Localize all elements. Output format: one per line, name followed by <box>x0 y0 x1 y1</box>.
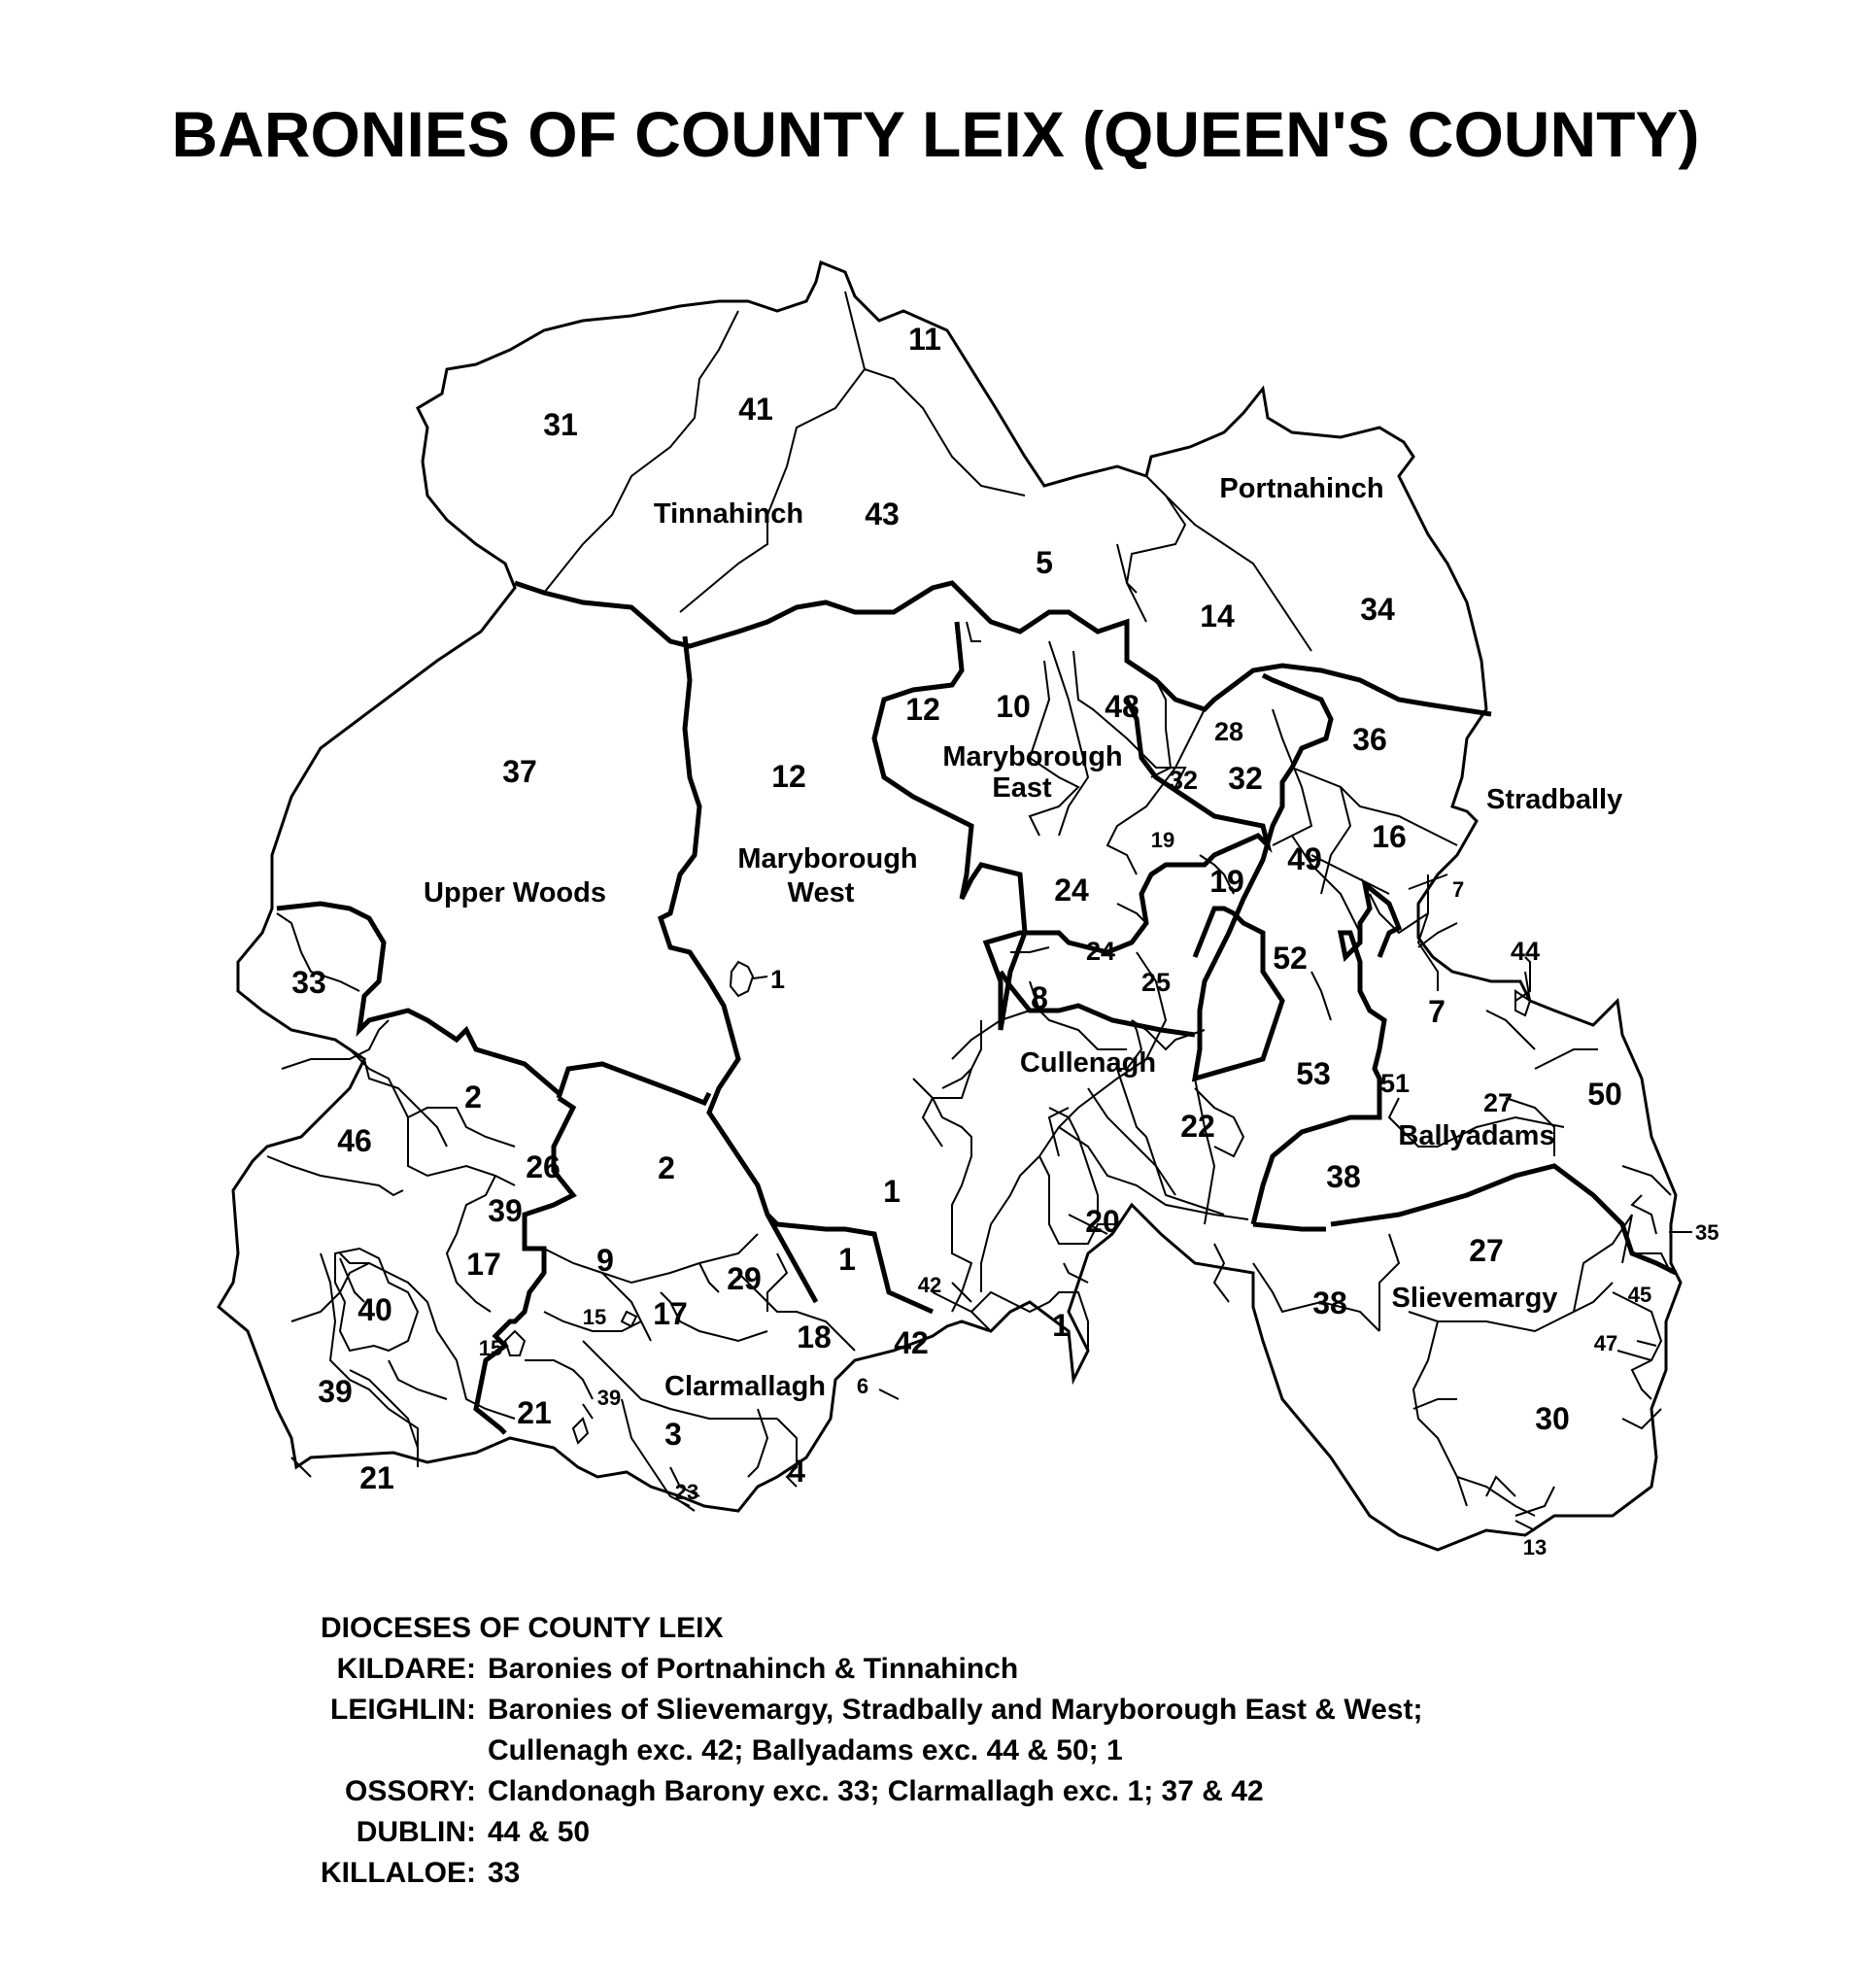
legend-diocese: LEIGHLIN: <box>330 1694 476 1726</box>
parish-number: 51 <box>1379 1069 1411 1098</box>
legend-row-leighlin <box>291 1690 1554 1731</box>
parish-number: 33 <box>291 965 326 1000</box>
parish-number: 32 <box>1168 766 1199 795</box>
barony-name-maryborough-west-1: Maryborough <box>737 843 918 874</box>
parish-number: 27 <box>1482 1088 1514 1117</box>
parish-numbers <box>291 322 1718 1560</box>
parish-number: 31 <box>543 407 578 442</box>
parish-number: 27 <box>1469 1233 1504 1268</box>
parish-number: 1 <box>770 965 786 994</box>
parish-number: 42 <box>894 1325 929 1360</box>
parish-number: 7 <box>1452 877 1465 902</box>
parish-number: 15 <box>582 1305 607 1329</box>
parish-number: 22 <box>1180 1109 1215 1144</box>
parish-number: 24 <box>1085 937 1116 966</box>
barony-name-tinnahinch: Tinnahinch <box>653 498 804 530</box>
parish-number: 13 <box>1522 1535 1548 1560</box>
barony-name-ballyadams: Ballyadams <box>1398 1120 1555 1151</box>
legend-diocese: DUBLIN: <box>356 1816 476 1848</box>
legend-row-kildare <box>291 1649 1554 1690</box>
diocese-legend <box>291 1608 1554 1894</box>
parish-number: 46 <box>337 1123 372 1158</box>
legend-row-killaloe <box>291 1853 1554 1894</box>
parish-number: 18 <box>797 1320 832 1354</box>
map-title: BARONIES OF COUNTY LEIX (QUEEN'S COUNTY) <box>171 98 1700 170</box>
parish-number: 9 <box>596 1243 614 1278</box>
parish-number: 29 <box>727 1261 762 1296</box>
parish-number: 2 <box>464 1080 482 1114</box>
parish-number: 1 <box>838 1242 856 1277</box>
parish-number: 44 <box>1510 937 1541 966</box>
parish-number: 23 <box>674 1480 699 1504</box>
parish-number: 32 <box>1228 761 1263 796</box>
parish-number: 28 <box>1213 717 1244 746</box>
legend-diocese: KILLALOE: <box>321 1857 476 1889</box>
legend-row-dublin <box>291 1812 1554 1853</box>
legend-row-leighlin-cont <box>291 1731 1554 1771</box>
legend-text: Cullenagh exc. 42; Ballyadams exc. 44 & 50; 1 <box>488 1734 1123 1766</box>
parish-number: 1 <box>883 1174 901 1209</box>
parish-number: 48 <box>1105 689 1140 724</box>
legend-diocese: KILDARE: <box>336 1653 476 1685</box>
parish-number: 7 <box>1428 994 1446 1029</box>
parish-number: 12 <box>905 692 940 727</box>
parish-number: 15 <box>478 1336 503 1360</box>
parish-number: 17 <box>653 1296 688 1331</box>
parish-number: 1 <box>1052 1308 1070 1343</box>
parish-number: 45 <box>1627 1283 1652 1307</box>
parish-number: 2 <box>658 1150 675 1185</box>
parish-number: 41 <box>738 392 773 427</box>
parish-number: 39 <box>596 1386 622 1410</box>
parish-number: 47 <box>1593 1331 1618 1355</box>
legend-text: Baronies of Portnahinch & Tinnahinch <box>488 1653 1019 1685</box>
barony-name-maryborough-west-2: West <box>787 877 855 908</box>
leader-lines <box>583 874 1692 1530</box>
legend-text: 44 & 50 <box>488 1816 591 1848</box>
parish-number: 38 <box>1326 1159 1361 1194</box>
parish-number: 6 <box>856 1374 869 1398</box>
legend-text: Baronies of Slievemargy, Stradbally and Maryborough East & West; <box>488 1694 1423 1726</box>
barony-name-clarmallagh: Clarmallagh <box>664 1371 826 1402</box>
parish-number: 17 <box>466 1247 501 1282</box>
parish-number: 19 <box>1150 828 1175 852</box>
parish-number: 37 <box>502 754 537 789</box>
barony-name-maryborough-east-2: East <box>992 772 1052 804</box>
parish-number: 42 <box>917 1273 942 1297</box>
parish-number: 43 <box>865 497 900 531</box>
parish-number: 36 <box>1352 722 1387 757</box>
parish-number: 11 <box>908 322 941 357</box>
parish-number: 10 <box>996 689 1031 724</box>
parish-number: 24 <box>1054 873 1089 908</box>
parish-number: 50 <box>1587 1077 1622 1112</box>
parish-number: 21 <box>517 1395 552 1430</box>
parish-number: 34 <box>1360 592 1395 627</box>
legend-spacer <box>291 1731 488 1771</box>
parish-number: 39 <box>318 1374 353 1409</box>
parish-number: 21 <box>359 1460 394 1495</box>
parish-number: 26 <box>526 1149 561 1184</box>
barony-name-portnahinch: Portnahinch <box>1219 473 1384 504</box>
parish-number: 39 <box>488 1193 523 1228</box>
parish-number: 16 <box>1372 819 1407 854</box>
parish-number: 20 <box>1085 1204 1120 1239</box>
parish-number: 19 <box>1209 864 1244 899</box>
parish-number: 38 <box>1312 1285 1347 1320</box>
legend-diocese: OSSORY: <box>344 1775 476 1807</box>
barony-name-upper-woods: Upper Woods <box>424 877 606 908</box>
barony-name-stradbally: Stradbally <box>1486 784 1623 815</box>
parish-number: 12 <box>771 759 806 794</box>
legend-text: 33 <box>488 1857 521 1889</box>
parish-number: 49 <box>1287 841 1322 876</box>
barony-name-slievemargy: Slievemargy <box>1391 1283 1558 1314</box>
parish-number: 8 <box>1031 980 1048 1015</box>
legend-title: DIOCESES OF COUNTY LEIX <box>321 1612 724 1644</box>
parish-number: 35 <box>1695 1220 1719 1245</box>
parish-number: 3 <box>664 1417 682 1452</box>
legend-row-ossory <box>291 1771 1554 1812</box>
parish-number: 53 <box>1296 1056 1331 1091</box>
legend-text: Clandonagh Barony exc. 33; Clarmallagh exc. 1; 37 & 42 <box>488 1775 1264 1807</box>
parish-number: 25 <box>1140 968 1172 997</box>
parish-number: 40 <box>357 1292 392 1327</box>
parish-number: 30 <box>1535 1401 1570 1436</box>
barony-name-cullenagh: Cullenagh <box>1019 1047 1157 1079</box>
parish-number: 14 <box>1200 599 1235 634</box>
parish-number: 5 <box>1036 545 1053 580</box>
barony-name-maryborough-east-1: Maryborough <box>942 741 1123 772</box>
parish-number: 52 <box>1273 941 1308 976</box>
parish-number: 4 <box>788 1454 805 1489</box>
